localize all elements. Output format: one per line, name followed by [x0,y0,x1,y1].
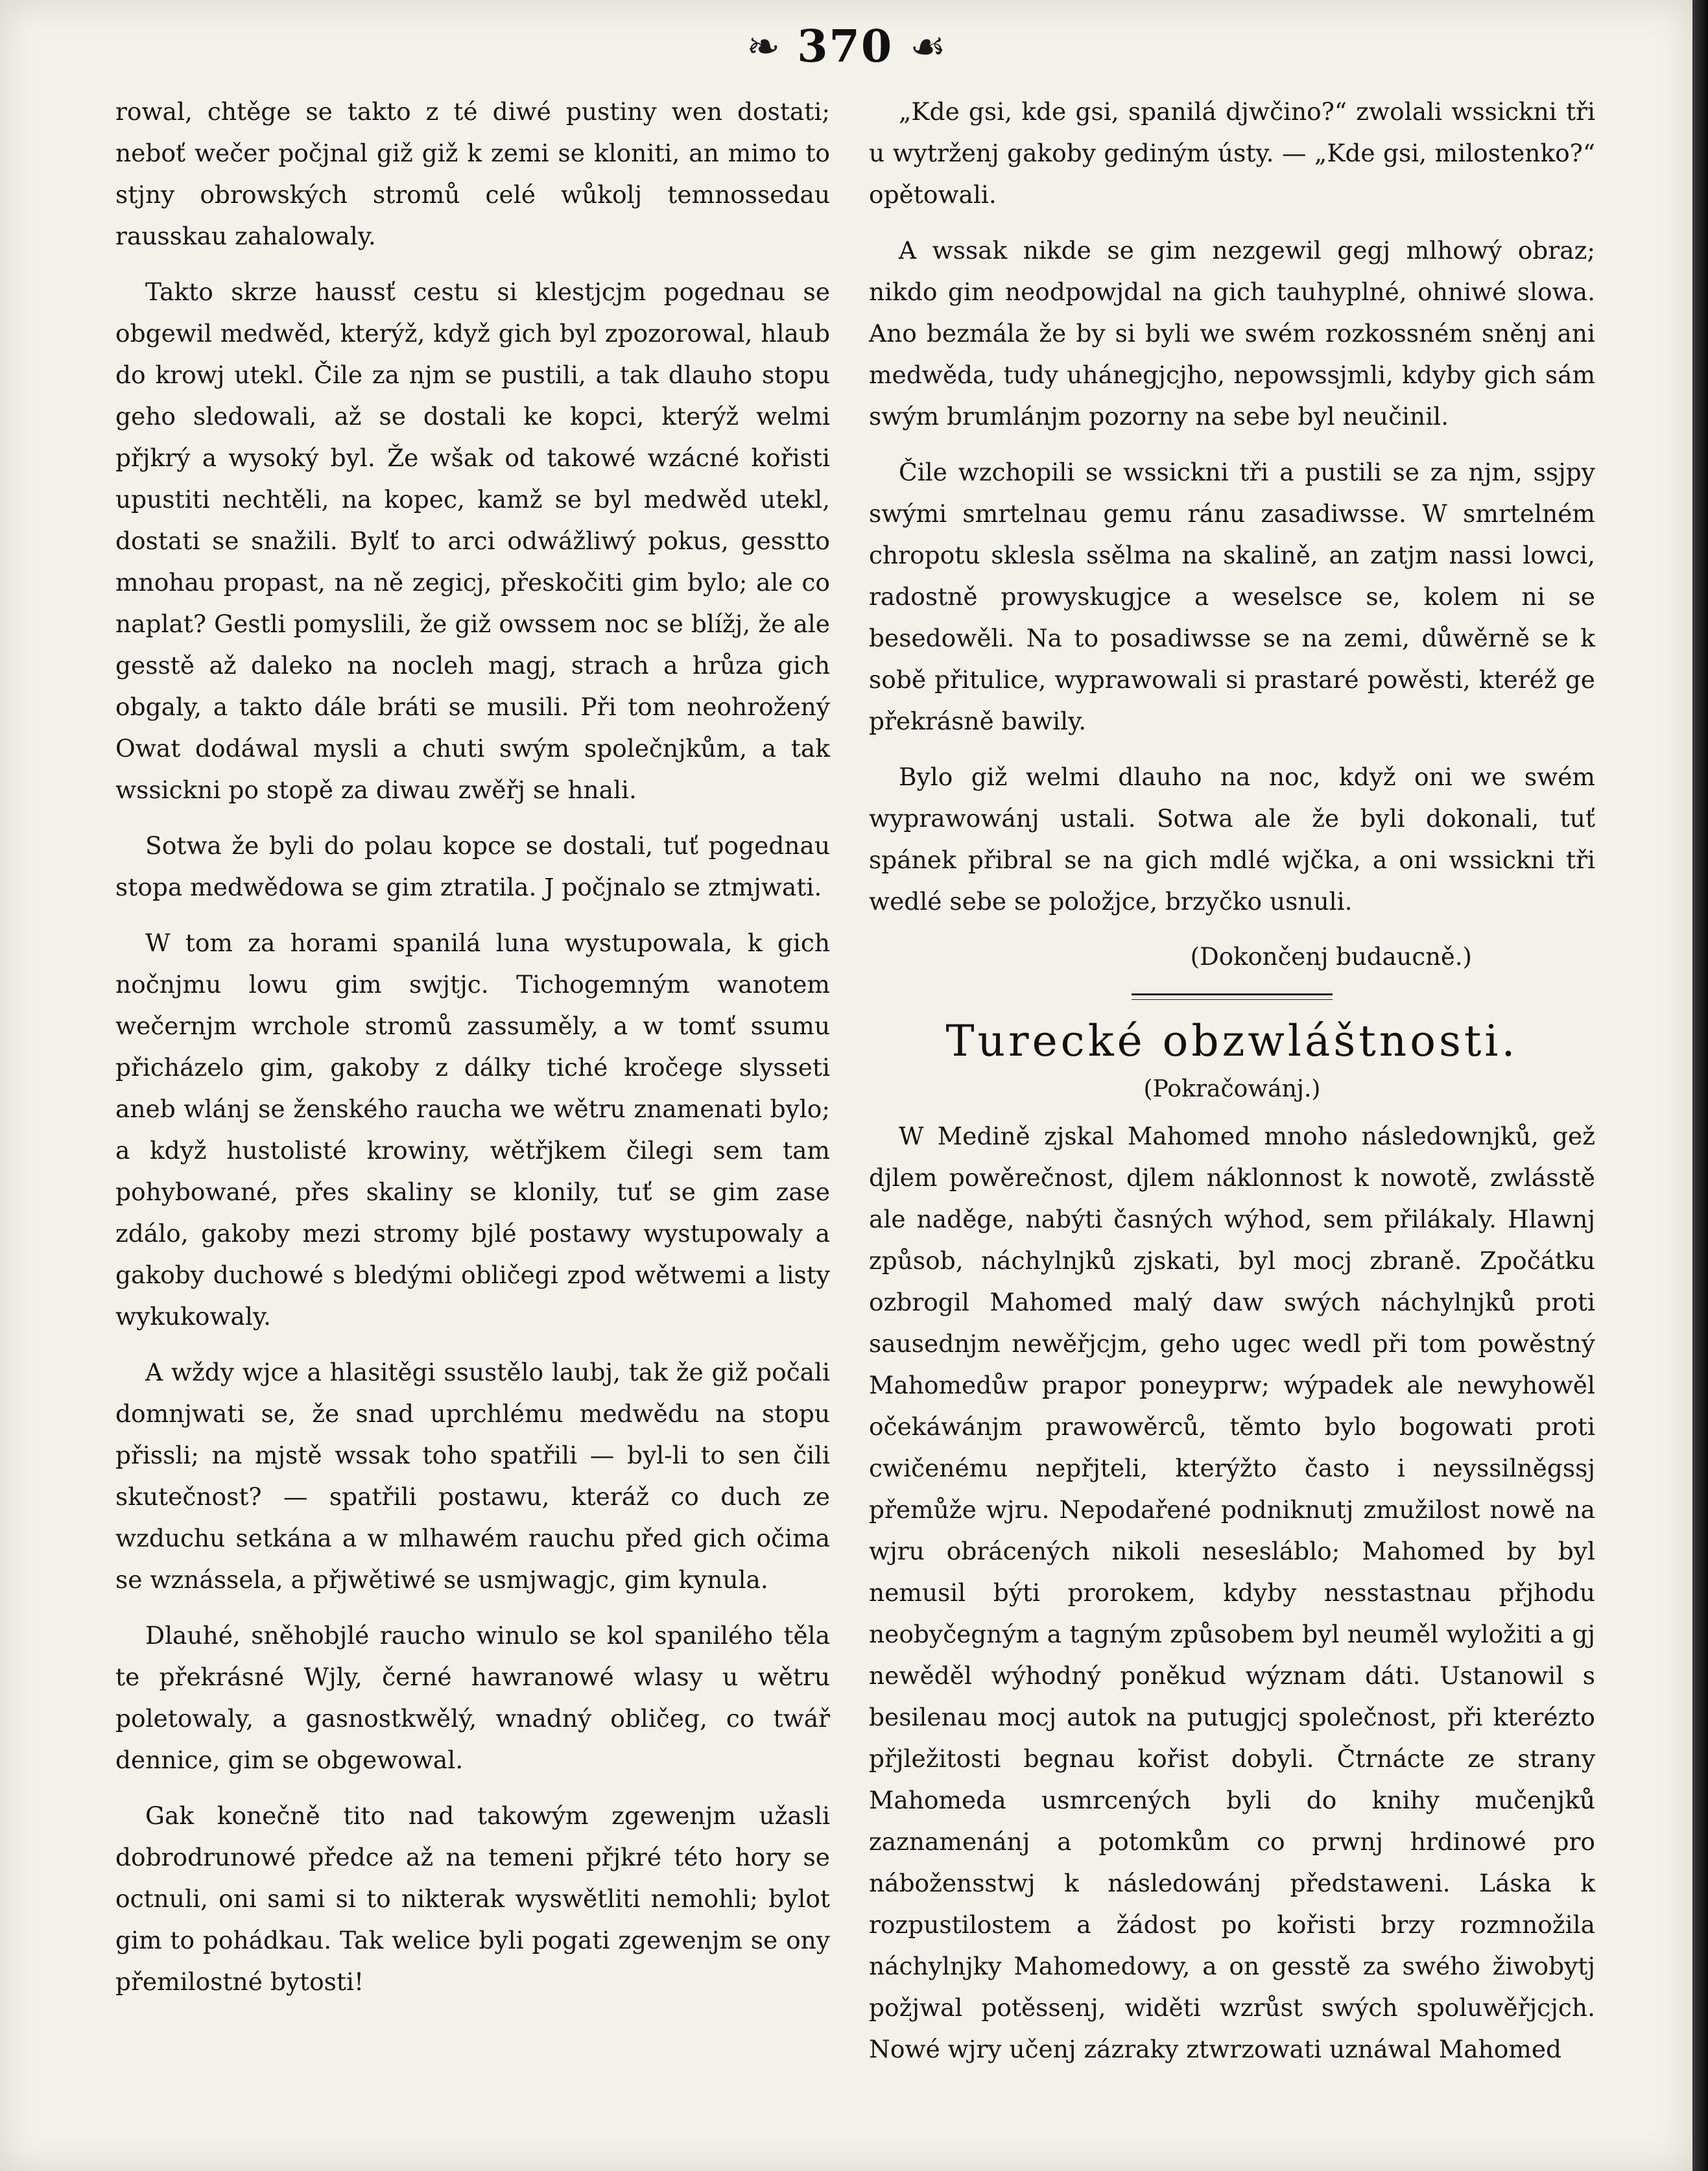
paragraph: W tom za horami spanilá luna wystupowala, k gich nočnjmu lowu gim swjtjc. Tichogemným wanotem wečernjm wrchole stromů zassuměly, a w tomť ssumu přicházelo gim, gakoby z dálky tiché kročege slysseti aneb wlánj se ženského raucha we wětru znamenati bylo; a když hustolisté krowiny, wětřjkem čilegi sem tam pohybowané, přes skaliny se klonily, tuť se gim zase zdálo, gakoby mezi stromy bjlé postawy wystupowaly a gakoby duchowé s bledými obličegi zpod wětwemi a listy wykukowaly. [115,929,830,1331]
continuation-note: (Dokončenj budaucně.) [1190,943,1472,971]
paragraph: Sotwa že byli do polau kopce se dostali, tuť pogednau stopa medwědowa se gim ztratila. J počjnalo se ztmjwati. [115,831,830,901]
paragraph: Čile wzchopili se wssickni tři a pustili se za njm, ssjpy swými smrtelnau gemu ránu zasadiwsse. W smrtelném chropotu sklesla ssělma na skalině, an zatjm nassi lowci, radostně prowyskugjce a weselsce se, kolem ni se besedowěli. Na to posadiwsse se na zemi, důwěrně se k sobě přitulice, wyprawowali si prastaré powěsti, kteréž ge překrásně bawily. [869,458,1595,735]
paragraph: A wssak nikde se gim nezgewil gegj mlhowý obraz; nikdo gim neodpowjdal na gich tauhyplné, ohniwé slowa. Ano bezmála že by si byli we swém rozkossném sněnj ani medwěda, tudy uhánegjcjho, nepowssjmli, kdyby gich sám swým brumlánjm pozorny na sebe byl neučinil. [869,236,1595,431]
paragraph: Gak konečně tito nad takowým zgewenjm užasli dobrodrunowé předce až na temeni přjkré této hory se octnuli, oni sami si to nikterak wyswětliti nemohli; bylot gim to pohádkau. Tak welice byli pogati zgewenjm se ony přemilostné bytosti! [115,1801,830,1996]
page-edge [1692,0,1708,2171]
paragraph: rowal, chtěge se takto z té diwé pustiny wen dostati; neboť wečer počjnal giž giž k zemi se kloniti, an mimo to stjny obrowských stromů celé wůkolj temnossedau rausskau zahalowaly. [115,97,830,250]
page-number: 370 [797,21,894,73]
right-column [869,91,1595,2084]
right-ornament-icon: ☙ [910,23,946,70]
paragraph: A wždy wjce a hlasitěgi ssustělo laubj, tak že giž počali domnjwati se, že snad uprchlému medwědu na stopu přissli; na mjstě wssak toho spatřili — byl-li to sen čili skutečnost? — spatřili postawu, kteráž co duch ze wzduchu setkána a w mlhawém rauchu před gich očima se wznássela, a přjwětiwé se usmjwagjc, gim kynula. [115,1358,830,1594]
page-header [0,14,1692,79]
article-title: Turecké obzwláštnosti. [945,1016,1519,1066]
paragraph: Bylo giž welmi dlauho na noc, když oni we swém wyprawowánj ustali. Sotwa ale že byli dokonali, tuť spánek přibral se na gich mdlé wjčka, a oni wssickni tři wedlé sebe se položjce, brzyčko usnuli. [869,763,1595,916]
left-ornament-icon: ❧ [746,23,781,70]
article-subtitle: (Pokračowánj.) [1143,1076,1321,1102]
paragraph: W Medině zjskal Mahomed mnoho následownjků, gež djlem powěrečnost, djlem náklonnost k nowotě, zwlásstě ale naděge, nabýti časných wýhod, sem přilákaly. Hlawnj způsob, náchylnjků zjskati, byl mocj zbraně. Zpočátku ozbrogil Mahomed malý daw swých náchylnjků proti sausednjm newěřjcjm, geho ugec wedl při tom powěstný Mahomedůw prapor poneyprw; wýpadek ale newyhowěl očekáwánjm prawowěrců, těmto bylo bogowati proti cwičenému nepřjteli, kterýžto často i neyssilněgssj přemůže wjru. Nepodařené podniknutj zmužilost nowě na wjru obrácených nikoli nesesláblo; Mahomed by byl nemusil býti prorokem, kdyby nesstastnau přjhodu neobyčegným a tagným způsobem byl neuměl wyložiti a gj newěděl wýhodný poněkud wýznam dáti. Ustanowil s besilenau mocj autok na putugjcj společnost, při kterézto přjležitosti begnau kořist dobyli. Čtrnácte ze strany Mahomeda usmrcených byli do knihy mučenjků zaznamenánj a potomkům co prwnj hrdinowé pro nábožensstwj k následowánj předstaweni. Láska k rozpustilostem a žádost po kořisti brzy rozmnožila náchylnjky Mahomedowy, a on gesstě za swého žiwobytj požjwal potěssenj, widěti wzrůst swých spoluwěřjcjch. Nowé wjry učenj zázraky ztwrzowati uznáwal Mahomed [869,1122,1595,2063]
paragraph: „Kde gsi, kde gsi, spanilá djwčino?“ zwolali wssickni tři u wytrženj gakoby gediným ústy. — „Kde gsi, milostenko?“ opětowali. [869,97,1595,209]
paragraph: Takto skrze haussť cestu si klestjcjm pogednau se obgewil medwěd, kterýž, když gich byl zpozorowal, hlaub do krowj utekl. Čile za njm se pustili, a tak dlauho stopu geho sledowali, až se dostali ke kopci, kterýž welmi přjkrý a wysoký byl. Že wšak od takowé wzácné kořisti upustiti nechtěli, na kopec, kamž se byl medwěd utekl, dostati se snažili. Bylť to arci odwážliwý pokus, gesstto mnohau propast, na ně zegicj, přeskočiti gim bylo; ale co naplat? Gestli pomyslili, že giž owssem noc se blížj, že ale gesstě až daleko na nocleh magj, strach a hrůza gich obgaly, a takto dále bráti se musili. Při tom neohrožený Owat dodáwal mysli a chuti swým společnjkům, a tak wssickni po stopě za diwau zwěřj se hnali. [115,278,830,804]
section-divider [1132,993,1333,1000]
left-column [115,91,830,2017]
paragraph: Dlauhé, sněhobjlé raucho winulo se kol spanilého těla te překrásné Wjly, černé hawranowé wlasy u wětru poletowaly, a gasnostkwělý, wnadný obličeg, co twář dennice, gim se obgewowal. [115,1621,830,1774]
